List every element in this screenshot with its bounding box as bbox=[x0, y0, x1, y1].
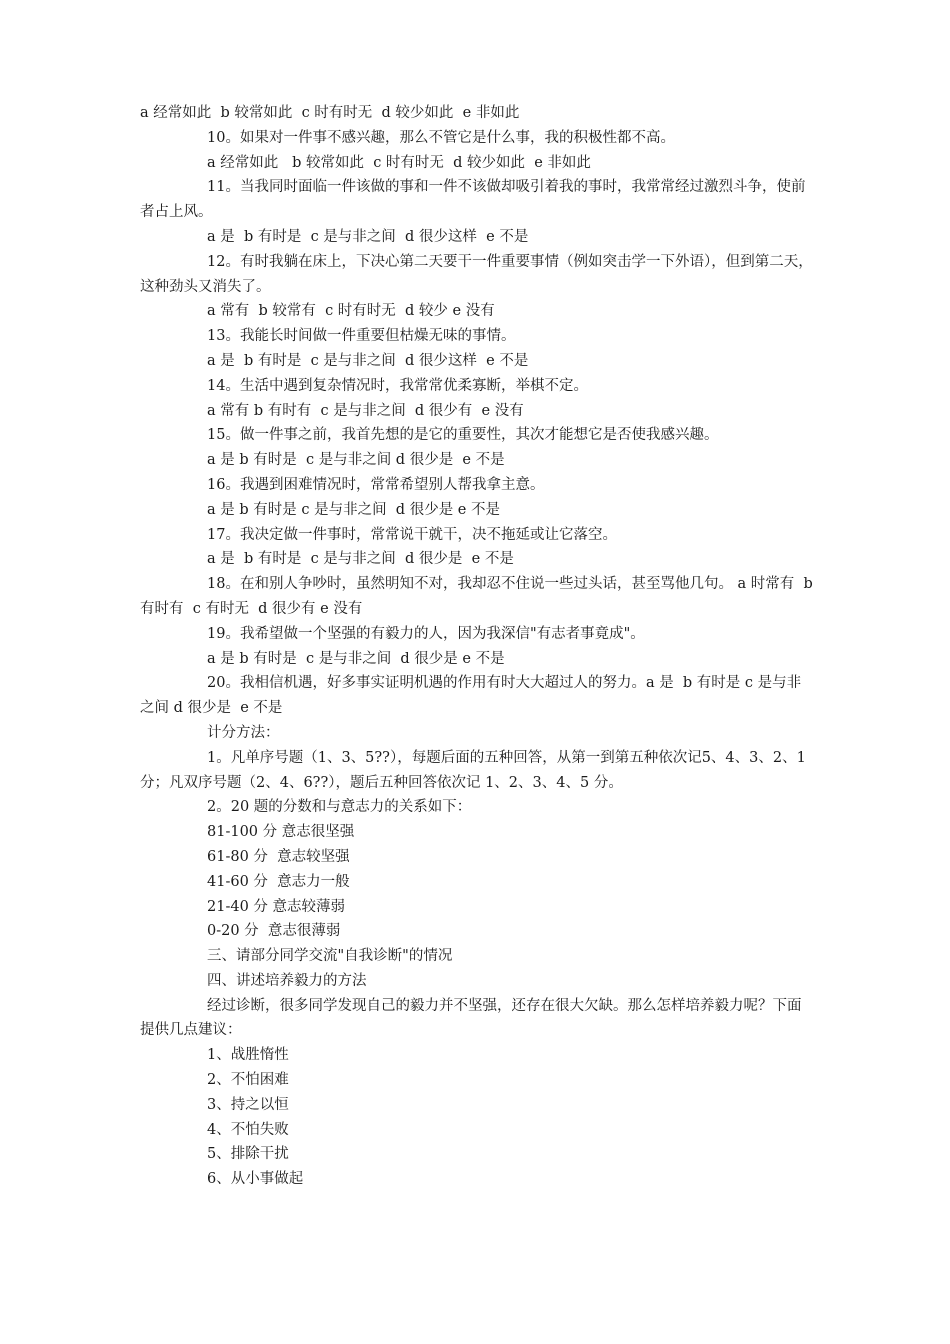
question-13: 13。我能长时间做一件重要但枯燥无味的事情。 bbox=[207, 328, 516, 345]
question-11: 11。当我同时面临一件该做的事和一件不该做却吸引着我的事时，我常常经过激烈斗争，使前者占上风。 bbox=[140, 179, 806, 221]
score-band-41-60: 41-60 分 意志力一般 bbox=[207, 873, 350, 890]
scoring-heading: 计分方法： bbox=[207, 724, 280, 741]
options-line-10: a 经常如此 b 较常如此 c 时有时无 d 较少如此 e 非如此 bbox=[207, 154, 591, 171]
options-line-9: a 经常如此 b 较常如此 c 时有时无 d 较少如此 e 非如此 bbox=[140, 105, 520, 121]
document-body bbox=[140, 101, 818, 1192]
question-16: 16。我遇到困难情况时，常常希望别人帮我拿主意。 bbox=[207, 476, 545, 493]
question-10: 10。如果对一件事不感兴趣，那么不管它是什么事，我的积极性都不高。 bbox=[207, 129, 675, 146]
score-band-0-20: 0-20 分 意志很薄弱 bbox=[207, 923, 341, 940]
section-4-intro: 经过诊断，很多同学发现自己的毅力并不坚强，还存在很大欠缺。那么怎样培养毅力呢？下面提供几点建议： bbox=[140, 997, 802, 1039]
suggestion-item-6: 6、从小事做起 bbox=[207, 1171, 304, 1188]
options-line-12: a 常有 b 较常有 c 时有时无 d 较少 e 没有 bbox=[207, 303, 495, 320]
suggestion-item-1: 1、战胜惰性 bbox=[207, 1047, 289, 1064]
question-12: 12。有时我躺在床上，下决心第二天要干一件重要事情（例如突击学一下外语），但到第二天，这种劲头又消失了。 bbox=[140, 253, 813, 295]
question-20: 20。我相信机遇，好多事实证明机遇的作用有时大大超过人的努力。a 是 b 有时是 c 是与非之间 d 很少是 e 不是 bbox=[140, 675, 802, 717]
suggestion-item-3: 3、持之以恒 bbox=[207, 1096, 289, 1113]
question-15: 15。做一件事之前，我首先想的是它的重要性，其次才能想它是否使我感兴趣。 bbox=[207, 427, 719, 444]
scoring-rule-2: 2。20 题的分数和与意志力的关系如下： bbox=[207, 799, 472, 816]
options-line-17: a 是 b 有时是 c 是与非之间 d 很少是 e 不是 bbox=[207, 551, 514, 568]
score-band-21-40: 21-40 分 意志较薄弱 bbox=[207, 898, 346, 915]
options-line-19: a 是 b 有时是 c 是与非之间 d 很少是 e 不是 bbox=[207, 650, 505, 667]
suggestion-item-2: 2、不怕困难 bbox=[207, 1072, 289, 1089]
score-band-81-100: 81-100 分 意志很坚强 bbox=[207, 824, 355, 841]
options-line-15: a 是 b 有时是 c 是与非之间 d 很少是 e 不是 bbox=[207, 452, 505, 469]
question-19: 19。我希望做一个坚强的有毅力的人，因为我深信"有志者事竟成"。 bbox=[207, 625, 645, 642]
section-3-heading: 三、请部分同学交流"自我诊断"的情况 bbox=[207, 948, 453, 965]
options-line-16: a 是 b 有时是 c 是与非之间 d 很少是 e 不是 bbox=[207, 501, 501, 518]
question-18: 18。在和别人争吵时，虽然明知不对，我却忍不住说一些过头话，甚至骂他几句。 a 时常有 b 有时有 c 有时无 d 很少有 e 没有 bbox=[140, 576, 818, 617]
question-17: 17。我决定做一件事时，常常说干就干，决不拖延或让它落空。 bbox=[207, 526, 617, 543]
options-line-11: a 是 b 有时是 c 是与非之间 d 很少这样 e 不是 bbox=[207, 228, 529, 245]
options-line-13: a 是 b 有时是 c 是与非之间 d 很少这样 e 不是 bbox=[207, 352, 529, 369]
question-14: 14。生活中遇到复杂情况时，我常常优柔寡断，举棋不定。 bbox=[207, 377, 588, 394]
scoring-rule-1: 1。凡单序号题（1、3、5??），每题后面的五种回答，从第一到第五种依次记5、4、3、2、1 分；凡双序号题（2、4、6??），题后五种回答依次记 1、2、3、4、5 分。 bbox=[140, 749, 811, 791]
options-line-14: a 常有 b 有时有 c 是与非之间 d 很少有 e 没有 bbox=[207, 402, 524, 419]
section-4-heading: 四、讲述培养毅力的方法 bbox=[207, 972, 367, 989]
score-band-61-80: 61-80 分 意志较坚强 bbox=[207, 848, 350, 865]
suggestion-item-5: 5、排除干扰 bbox=[207, 1146, 289, 1163]
suggestion-item-4: 4、不怕失败 bbox=[207, 1121, 289, 1138]
